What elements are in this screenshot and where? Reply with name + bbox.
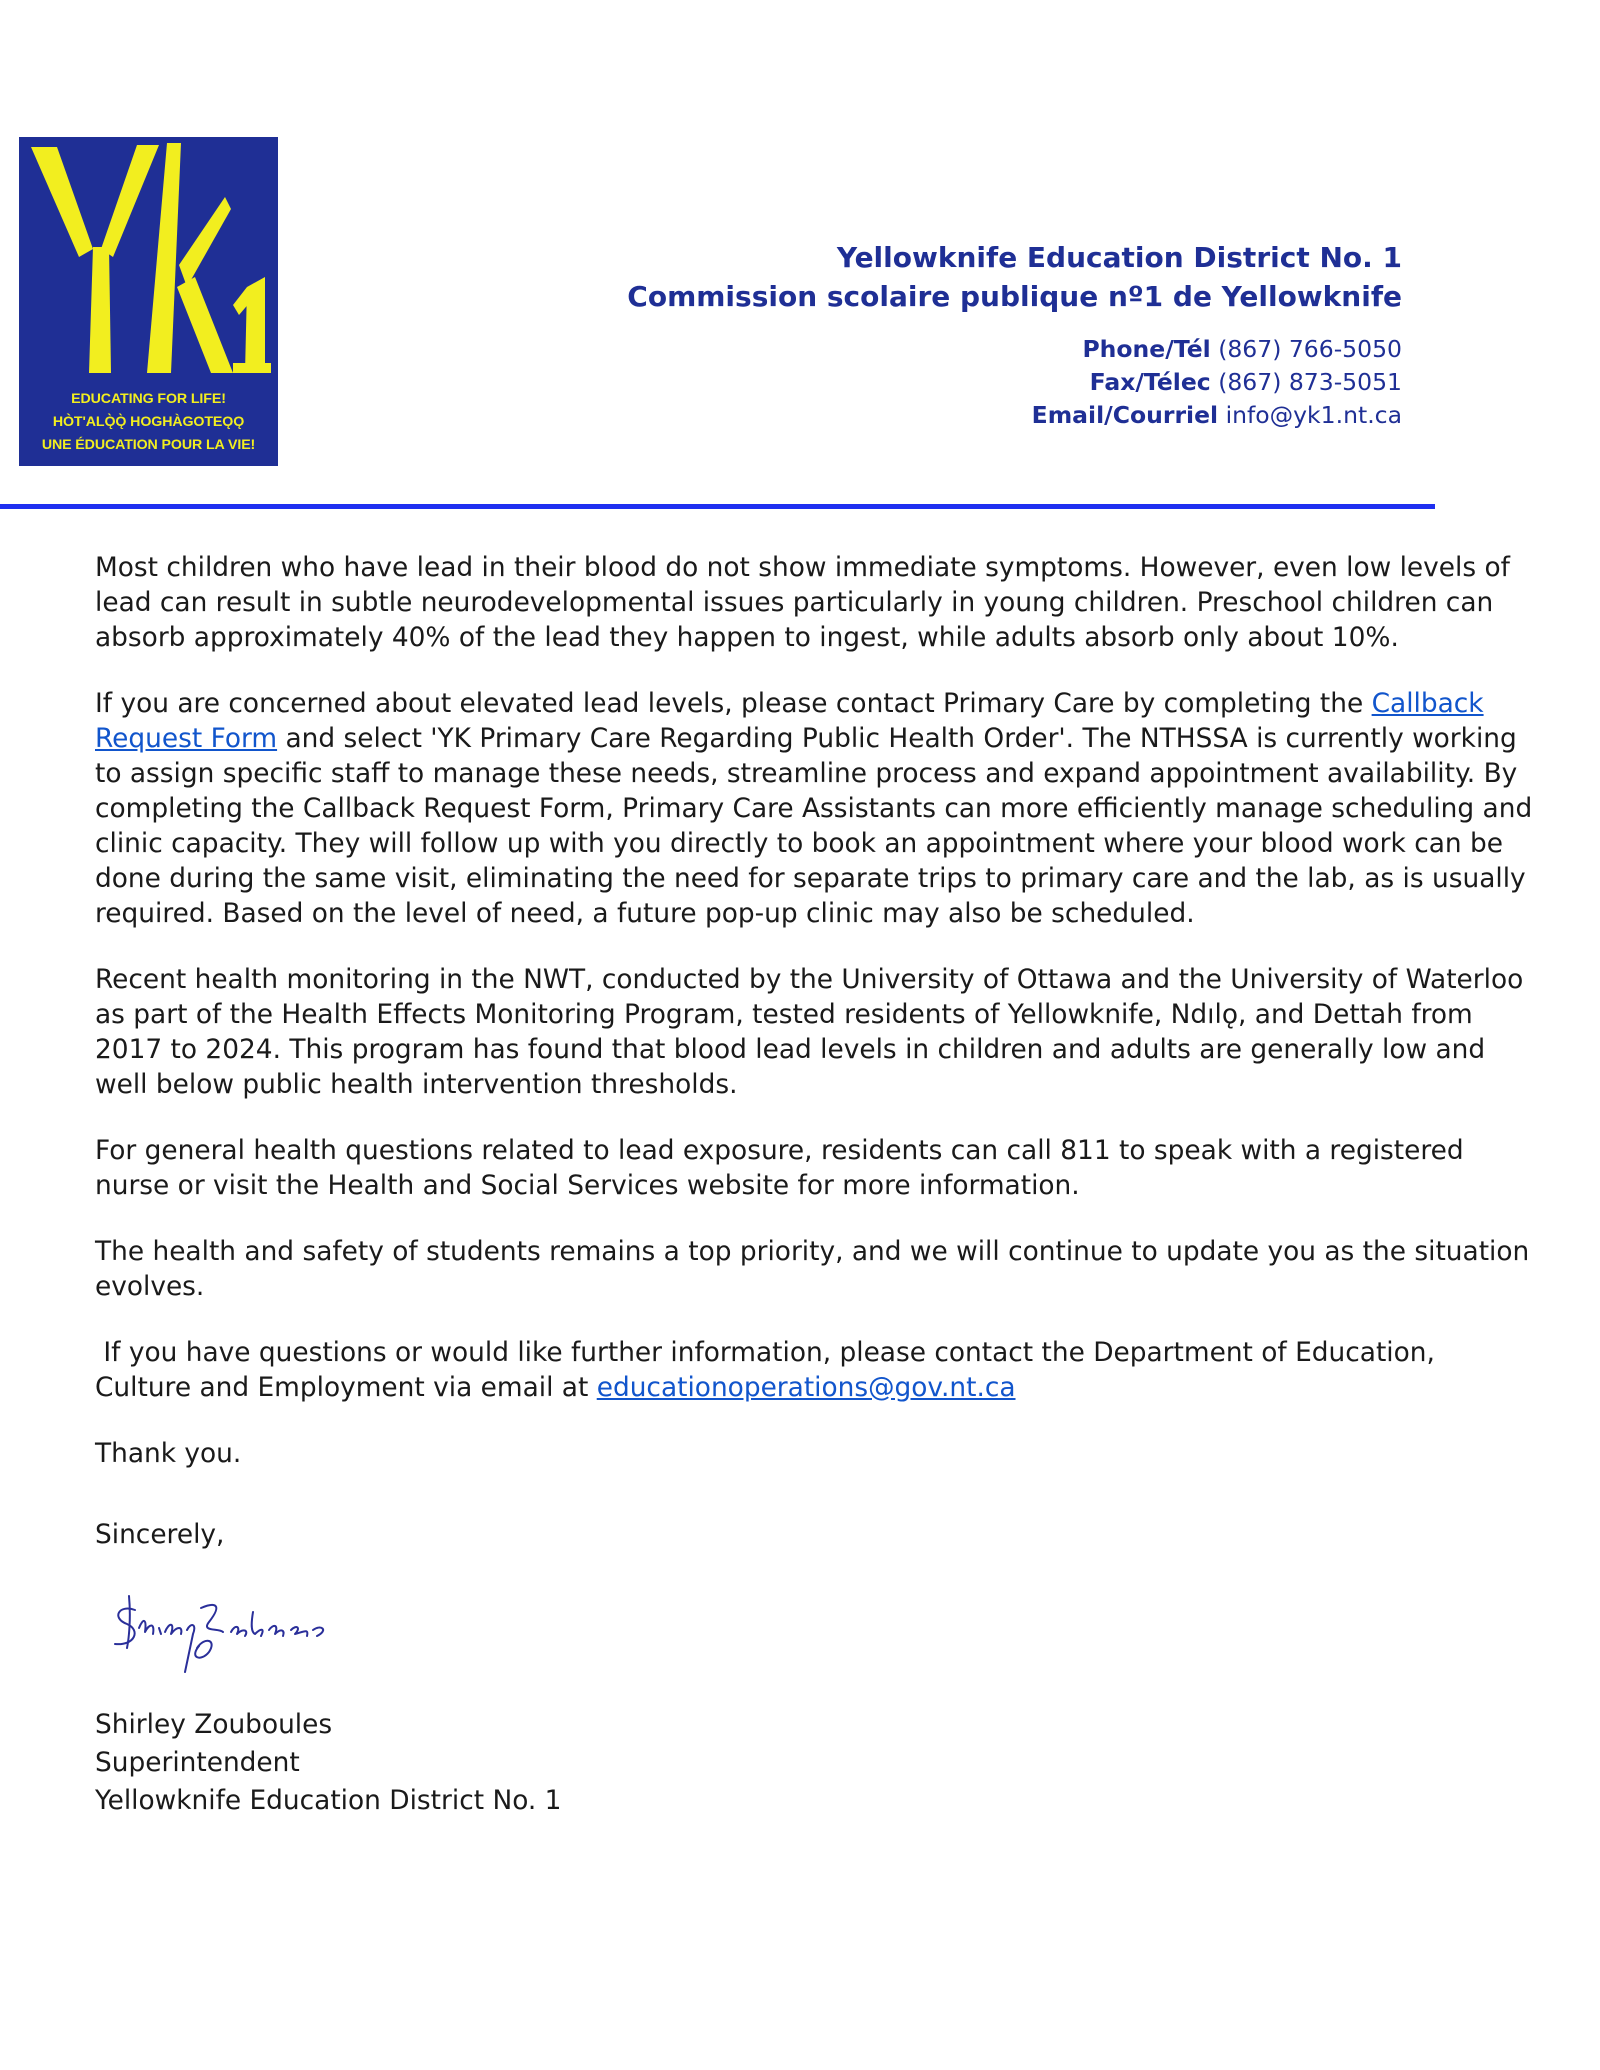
paragraph-text: If you are concerned about elevated lead levels, please contact Primary Care by completing the	[95, 688, 1372, 719]
organization-name-english: Yellowknife Education District No. 1	[836, 241, 1402, 274]
logo-tagline-line: EDUCATING FOR LIFE!	[71, 391, 226, 407]
paragraph-primary-care	[95, 686, 1535, 931]
paragraph-safety: The health and safety of students remains a top priority, and we will continue to update you as the situation evolves.	[95, 1236, 1530, 1302]
phone-number: (867) 766-5050	[1218, 335, 1402, 363]
email-line	[627, 399, 1402, 432]
signatory-organization: Yellowknife Education District No. 1	[95, 1785, 562, 1816]
signatory-block	[95, 1706, 1535, 1820]
organization-name-french: Commission scolaire publique nº1 de Yellowknife	[627, 280, 1402, 313]
closing-block	[95, 1517, 1535, 1820]
paragraph-contact	[95, 1335, 1535, 1405]
letterhead	[627, 238, 1402, 432]
logo-tagline	[19, 388, 278, 457]
logo-tagline-line: HÒT'ALǪ̀Ǫ̀ HOGHÀGOTEǪǪ	[52, 414, 245, 430]
fax-number: (867) 873-5051	[1218, 368, 1402, 396]
paragraph-text: If you have questions or would like further information, please contact the Department of Education, Culture and Employment via email at	[95, 1337, 1444, 1403]
fax-line	[627, 366, 1402, 399]
yk1-logo-mark	[19, 137, 278, 387]
paragraph-text: and select 'YK Primary Care Regarding Public Health Order'. The NTHSSA is currently working to assign specific staff to manage these needs, streamline process and expand appointment availability. By completing the Callback Request Form, Primary Care Assistants can more efficiently manage scheduling and clinic capacity. They will follow up with you directly to book an appointment where your blood work can be done during the same visit, eliminating the need for separate trips to primary care and the lab, as is usually required. Based on the level of need, a future pop-up clinic may also be scheduled.	[95, 723, 1533, 929]
email-label: Email/Courriel	[1031, 401, 1219, 429]
paragraph-symptoms: Most children who have lead in their blood do not show immediate symptoms. However, even low levels of lead can result in subtle neurodevelopmental issues particularly in young children. Preschool children can absorb approximately 40% of the lead they happen to ingest, while adults absorb only about 10%.	[95, 552, 1510, 653]
logo-tagline-line: UNE ÉDUCATION POUR LA VIE!	[41, 437, 256, 453]
contact-block	[627, 333, 1402, 432]
thank-you: Thank you.	[95, 1438, 242, 1469]
email-address: info@yk1.nt.ca	[1225, 401, 1402, 429]
signatory-name: Shirley Zouboules	[95, 1709, 333, 1740]
header-divider	[0, 504, 1435, 509]
phone-line	[627, 333, 1402, 366]
district-logo	[19, 137, 278, 466]
handwritten-signature	[105, 1588, 345, 1678]
signatory-title: Superintendent	[95, 1747, 300, 1778]
fax-label: Fax/Télec	[1089, 368, 1211, 396]
callback-request-form-link[interactable]: Callback Request Form	[95, 688, 1484, 754]
salutation: Sincerely,	[95, 1519, 225, 1550]
paragraph-general-questions: For general health questions related to lead exposure, residents can call 811 to speak with a registered nurse or visit the Health and Social Services website for more information.	[95, 1135, 1464, 1201]
phone-label: Phone/Tél	[1082, 335, 1211, 363]
letter-body	[95, 550, 1535, 1820]
education-operations-email-link[interactable]: educationoperations@gov.nt.ca	[596, 1372, 1016, 1403]
paragraph-monitoring: Recent health monitoring in the NWT, conducted by the University of Ottawa and the University of Waterloo as part of the Health Effects Monitoring Program, tested residents of Yellowknife, Ndılǫ, and Dettah from 2017 to 2024. This program has found that blood lead levels in children and adults are generally low and well below public health intervention thresholds.	[95, 964, 1524, 1100]
